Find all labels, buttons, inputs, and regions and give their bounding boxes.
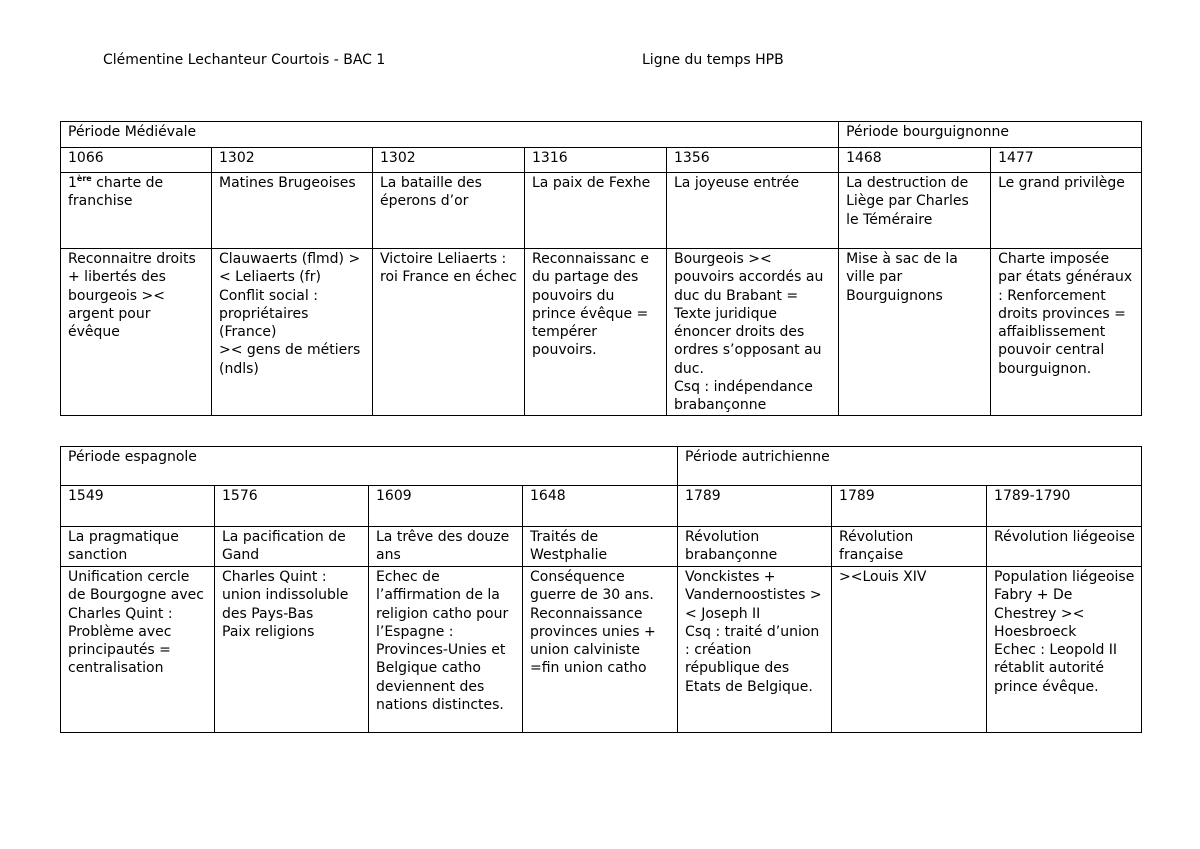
period-row [61, 447, 1142, 486]
description-cell: Echec de l’affirmation de la religion catho pour l’Espagne : Provinces-Unies et Belgique catho deviennent des nations distinctes. [369, 567, 523, 733]
event-cell: La destruction de Liège par Charles le Téméraire [839, 173, 991, 249]
event-cell: La trêve des douze ans [369, 527, 523, 567]
year-cell: 1468 [839, 148, 991, 173]
event-cell: Révolution française [832, 527, 987, 567]
period-cell: Période espagnole [61, 447, 678, 486]
event-cell: Révolution brabançonne [678, 527, 832, 567]
timeline-table-1 [60, 121, 1142, 416]
description-cell: Charte imposée par états généraux : Renforcement droits provinces = affaiblissement pouvoir central bourguignon. [991, 249, 1142, 416]
year-cell: 1549 [61, 486, 215, 527]
description-cell: Unification cercle de Bourgogne avec Charles Quint : Problème avec principautés = centralisation [61, 567, 215, 733]
description-cell: Conséquence guerre de 30 ans. Reconnaissance provinces unies + union calviniste =fin union catho [523, 567, 678, 733]
period-cell: Période bourguignonne [839, 122, 1142, 148]
description-cell: Reconnaitre droits + libertés des bourgeois >< argent pour évêque [61, 249, 212, 416]
event-cell: Traités de Westphalie [523, 527, 678, 567]
event-text-rest: charte de franchise [68, 175, 164, 210]
event-cell: La pacification de Gand [215, 527, 369, 567]
year-cell: 1316 [525, 148, 667, 173]
year-row [61, 486, 1142, 527]
description-cell: Reconnaissanc e du partage des pouvoirs du prince évêque = tempérer pouvoirs. [525, 249, 667, 416]
description-cell: Vonckistes + Vandernoostistes >< Joseph II Csq : traité d’union : création république des Etats de Belgique. [678, 567, 832, 733]
event-cell: La bataille des éperons d’or [373, 173, 525, 249]
year-cell: 1648 [523, 486, 678, 527]
event-cell: Révolution liégeoise [987, 527, 1142, 567]
event-cell [61, 173, 212, 249]
event-text-superscript: ère [76, 174, 92, 183]
year-cell: 1477 [991, 148, 1142, 173]
description-cell: Population liégeoise Fabry + De Chestrey >< Hoesbroeck Echec : Leopold II rétablit autorité prince évêque. [987, 567, 1142, 733]
year-cell: 1609 [369, 486, 523, 527]
year-cell: 1302 [212, 148, 373, 173]
event-cell: Matines Brugeoises [212, 173, 373, 249]
description-cell: Bourgeois >< pouvoirs accordés au duc du Brabant = Texte juridique énoncer droits des ordres s’opposant au duc. Csq : indépendance brabançonne [667, 249, 839, 416]
year-cell: 1576 [215, 486, 369, 527]
event-row [61, 173, 1142, 249]
year-cell: 1356 [667, 148, 839, 173]
description-row [61, 249, 1142, 416]
description-cell: ><Louis XIV [832, 567, 987, 733]
period-row [61, 122, 1142, 148]
period-cell: Période Médiévale [61, 122, 839, 148]
description-cell: Victoire Leliaerts : roi France en échec [373, 249, 525, 416]
description-cell: Mise à sac de la ville par Bourguignons [839, 249, 991, 416]
timeline-table-2 [60, 446, 1142, 733]
year-cell: 1066 [61, 148, 212, 173]
event-cell: La pragmatique sanction [61, 527, 215, 567]
description-cell: Charles Quint : union indissoluble des Pays-Bas Paix religions [215, 567, 369, 733]
year-cell: 1789 [678, 486, 832, 527]
year-cell: 1302 [373, 148, 525, 173]
author-line: Clémentine Lechanteur Courtois - BAC 1 [103, 52, 386, 68]
event-row [61, 527, 1142, 567]
event-cell: Le grand privilège [991, 173, 1142, 249]
period-cell: Période autrichienne [678, 447, 1142, 486]
year-cell: 1789 [832, 486, 987, 527]
year-row [61, 148, 1142, 173]
event-cell: La joyeuse entrée [667, 173, 839, 249]
document-title: Ligne du temps HPB [642, 52, 784, 68]
year-cell: 1789-1790 [987, 486, 1142, 527]
description-row [61, 567, 1142, 733]
description-cell: Clauwaerts (flmd) >< Leliaerts (fr) Conflit social : propriétaires (France) >< gens de métiers (ndls) [212, 249, 373, 416]
event-cell: La paix de Fexhe [525, 173, 667, 249]
event-text-number: 1 [68, 175, 77, 191]
